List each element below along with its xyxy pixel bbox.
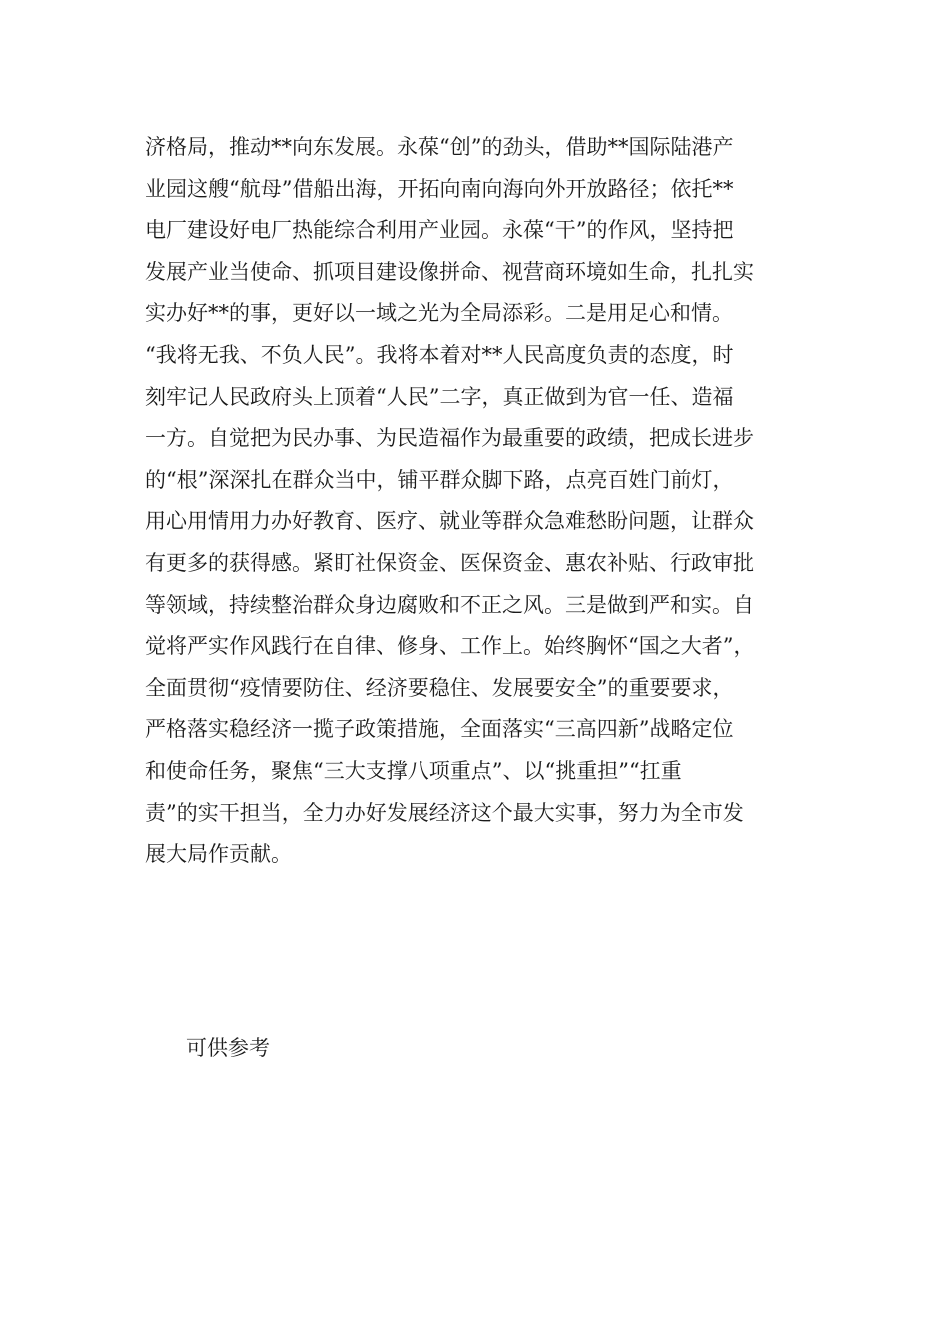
text-line: 发展产业当使命、抓项目建设像拼命、视营商环境如生命，扎扎实 <box>145 259 754 284</box>
text-line: 责”的实干担当，全力办好发展经济这个最大实事，努力为全市发 <box>145 800 744 825</box>
text-line: 实办好**的事，更好以一域之光为全局添彩。二是用足心和情。 <box>145 301 733 326</box>
text-line: 电厂建设好电厂热能综合利用产业园。永葆“干”的作风，坚持把 <box>145 218 734 243</box>
text-line: 刻牢记人民政府头上顶着“人民”二字，真正做到为官一任、造福 <box>145 384 734 409</box>
text-line: 严格落实稳经济一揽子政策措施，全面落实“三高四新”战略定位 <box>145 717 734 742</box>
text-line: 的“根”深深扎在群众当中，铺平群众脚下路，点亮百姓门前灯， <box>145 467 734 492</box>
text-line: 等领域，持续整治群众身边腐败和不正之风。三是做到严和实。自 <box>145 592 754 617</box>
body-paragraph <box>145 127 805 876</box>
text-line: 展大局作贡献。 <box>145 842 292 867</box>
text-line: 一方。自觉把为民办事、为民造福作为最重要的政绩，把成长进步 <box>145 426 754 451</box>
text-line: 和使命任务，聚焦“三大支撑八项重点”、以“挑重担”“扛重 <box>145 758 682 783</box>
text-line: 觉将严实作风践行在自律、修身、工作上。始终胸怀“国之大者”， <box>145 634 755 659</box>
text-line: 有更多的获得感。紧盯社保资金、医保资金、惠农补贴、行政审批 <box>145 550 754 575</box>
closing-note: 可供参考 <box>186 1036 270 1060</box>
text-line: 济格局，推动**向东发展。永葆“创”的劲头，借助**国际陆港产 <box>145 135 734 159</box>
text-line: 全面贯彻“疫情要防住、经济要稳住、发展要安全”的重要要求， <box>145 675 734 700</box>
text-line: 业园这艘“航母”借船出海，开拓向南向海向外开放路径；依托** <box>145 176 734 201</box>
text-line: “我将无我、不负人民”。我将本着对**人民高度负责的态度，时 <box>145 342 734 367</box>
text-line: 用心用情用力办好教育、医疗、就业等群众急难愁盼问题，让群众 <box>145 509 754 534</box>
